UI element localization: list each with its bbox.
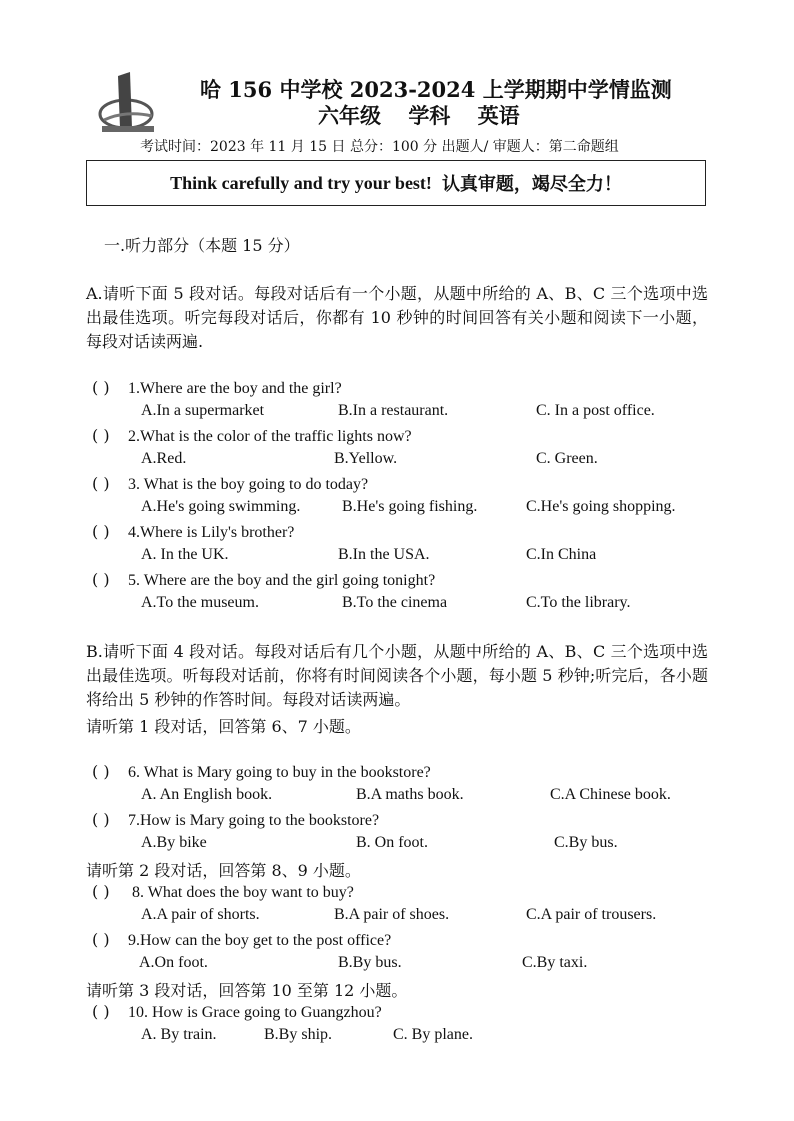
question-stem: 8. What does the boy want to buy? xyxy=(128,884,354,901)
option-a: A.By bike xyxy=(141,834,207,851)
option-b: B.In the USA. xyxy=(338,546,430,563)
option-a: A.On foot. xyxy=(139,954,208,971)
question-stem: 6. What is Mary going to buy in the bookstore? xyxy=(128,764,431,781)
question-stem: 1.Where are the boy and the girl? xyxy=(128,380,342,397)
dialogue-note-1: 请听第 1 段对话，回答第 6、7 小题。 xyxy=(86,717,361,736)
option-c: C.To the library. xyxy=(526,594,631,611)
subject-name: 英语 xyxy=(477,103,520,128)
part-a-instructions: A.请听下面 5 段对话。每段对话后有一个小题，从题中所给的 A、B、C 三个选项中选出最佳选项。听完每段对话后，你都有 10 秒钟的时间回答有关小题和阅读下一小题，每段对话读两遍. xyxy=(86,284,708,351)
option-a: A. By train. xyxy=(141,1026,217,1043)
question-stem: 9.How can the boy get to the post office? xyxy=(128,932,392,949)
question-stem: 3. What is the boy going to do today? xyxy=(128,476,369,493)
section-title: 一.听力部分（本题 15 分） xyxy=(104,236,300,255)
exam-info: 考试时间：2023 年 11 月 15 日 总分：100 分 出题人/ 审题人：第二命题组 xyxy=(140,139,619,155)
answer-blank[interactable]: ( ) xyxy=(92,426,110,445)
answer-blank[interactable]: ( ) xyxy=(92,762,110,781)
question-7 xyxy=(92,810,379,830)
option-b: B.He's going fishing. xyxy=(342,498,478,515)
answer-blank[interactable]: ( ) xyxy=(92,810,110,829)
option-c: C. Green. xyxy=(536,450,598,467)
answer-blank[interactable]: ( ) xyxy=(92,930,110,949)
answer-blank[interactable]: ( ) xyxy=(92,522,110,541)
option-b: B. On foot. xyxy=(356,834,428,851)
question-10 xyxy=(92,1002,382,1022)
dialogue-note-3: 请听第 3 段对话，回答第 10 至第 12 小题。 xyxy=(86,981,408,1000)
question-stem: 10. How is Grace going to Guangzhou? xyxy=(128,1004,382,1021)
option-c: C.By bus. xyxy=(554,834,618,851)
option-a: A. In the UK. xyxy=(141,546,229,563)
motto-box xyxy=(86,160,706,206)
grade-label: 六年级 xyxy=(318,103,381,128)
option-a: A.A pair of shorts. xyxy=(141,906,260,923)
exam-title: 哈 156 中学校 2023-2024 上学期期中学情监测 xyxy=(200,77,672,102)
question-4 xyxy=(92,522,294,542)
answer-blank[interactable]: ( ) xyxy=(92,570,110,589)
question-stem: 4.Where is Lily's brother? xyxy=(128,524,295,541)
answer-blank[interactable]: ( ) xyxy=(92,1002,110,1021)
option-a: A.Red. xyxy=(141,450,187,467)
question-3 xyxy=(92,474,368,494)
option-b: B.By ship. xyxy=(264,1026,333,1043)
answer-blank[interactable]: ( ) xyxy=(92,474,110,493)
option-c: C.He's going shopping. xyxy=(526,498,676,515)
option-c: C.A Chinese book. xyxy=(550,786,671,803)
option-b: B.A pair of shoes. xyxy=(334,906,450,923)
question-9 xyxy=(92,930,391,950)
option-c: C.By taxi. xyxy=(522,954,588,971)
option-b: B.In a restaurant. xyxy=(338,402,449,419)
question-5 xyxy=(92,570,435,590)
question-stem: 2.What is the color of the traffic lights now? xyxy=(128,428,412,445)
dialogue-note-2: 请听第 2 段对话，回答第 8、9 小题。 xyxy=(86,861,361,880)
exam-subtitle xyxy=(318,100,540,130)
option-a: A.He's going swimming. xyxy=(141,498,301,515)
question-1 xyxy=(92,378,342,398)
question-6 xyxy=(92,762,431,782)
answer-blank[interactable]: ( ) xyxy=(92,378,110,397)
option-a: A. An English book. xyxy=(141,786,273,803)
option-c: C.In China xyxy=(526,546,597,563)
option-b: B.By bus. xyxy=(338,954,402,971)
option-b: B.Yellow. xyxy=(334,450,398,467)
option-c: C. By plane. xyxy=(393,1026,473,1043)
option-b: B.A maths book. xyxy=(356,786,464,803)
question-8 xyxy=(92,882,354,902)
part-b-instructions: B.请听下面 4 段对话。每段对话后有几个小题，从题中所给的 A、B、C 三个选项中选出最佳选项。听每段对话前，你将有时间阅读各个小题，每小题 5 秒钟;听完后，各小题将给出 5 秒钟的作答时间。每段对话读两遍。 xyxy=(86,642,708,709)
option-c: C.A pair of trousers. xyxy=(526,906,657,923)
school-logo-icon xyxy=(96,70,160,134)
motto-english: Think carefully and try your best! xyxy=(170,172,432,193)
subject-label: 学科 xyxy=(408,103,451,128)
option-a: A.To the museum. xyxy=(141,594,259,611)
answer-blank[interactable]: ( ) xyxy=(92,882,110,901)
question-stem: 7.How is Mary going to the bookstore? xyxy=(128,812,380,829)
option-c: C. In a post office. xyxy=(536,402,655,419)
option-a: A.In a supermarket xyxy=(141,402,265,419)
question-2 xyxy=(92,426,412,446)
question-stem: 5. Where are the boy and the girl going tonight? xyxy=(128,572,436,589)
motto-chinese: 认真审题，竭尽全力！ xyxy=(441,174,622,195)
option-b: B.To the cinema xyxy=(342,594,448,611)
